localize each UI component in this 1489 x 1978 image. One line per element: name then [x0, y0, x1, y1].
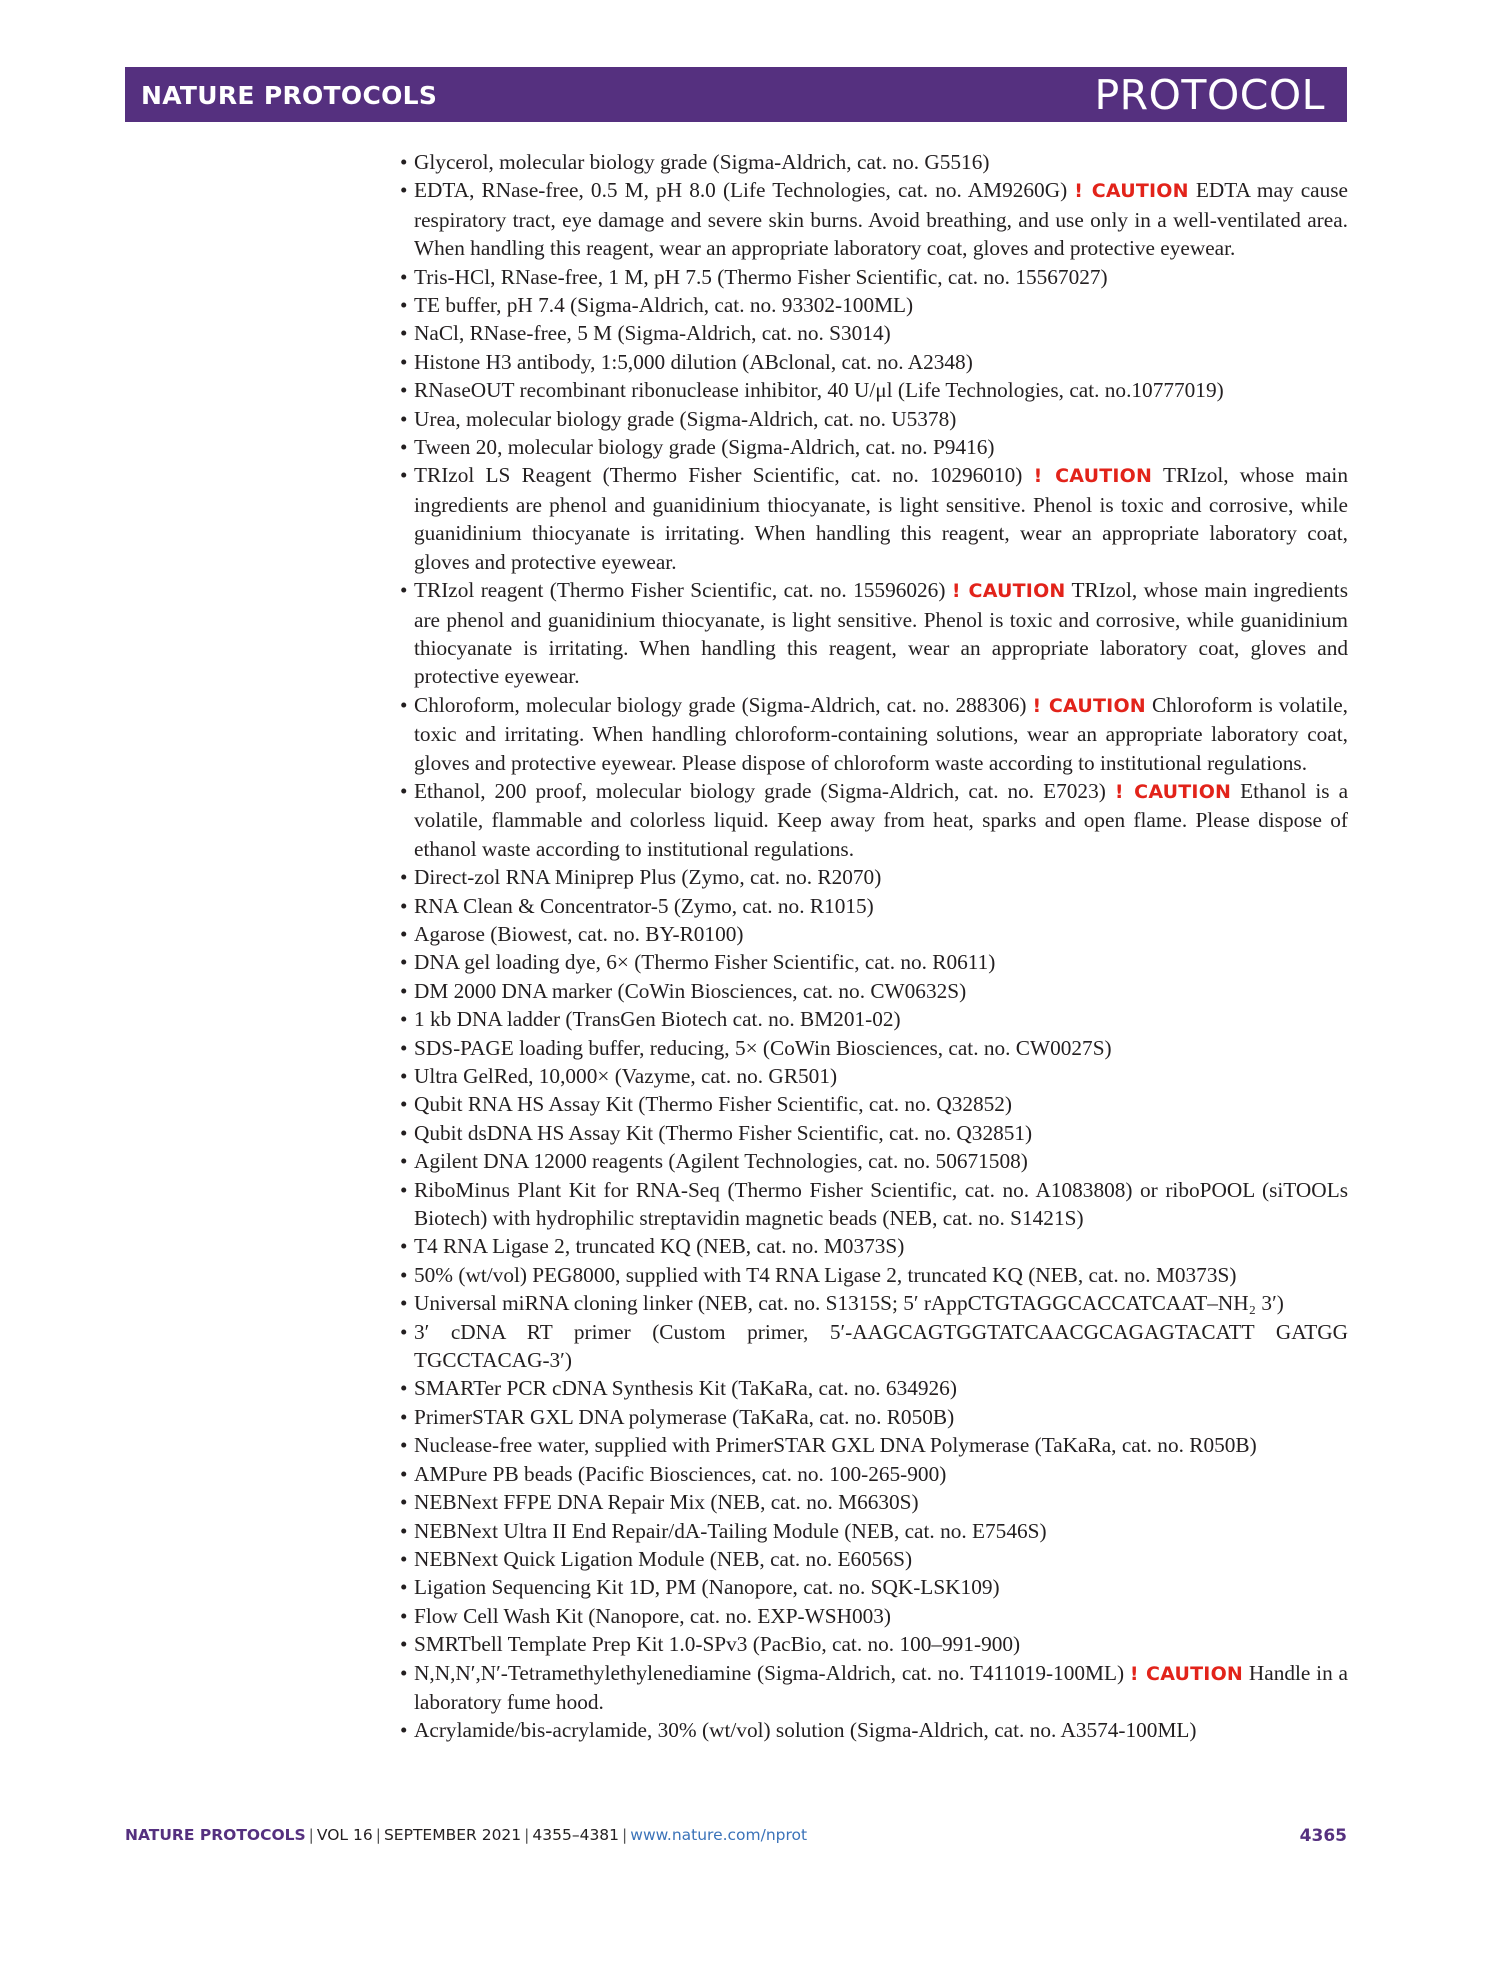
reagent-item [400, 176, 1348, 262]
reagent-item [400, 376, 1348, 404]
reagent-item [400, 348, 1348, 376]
reagent-text: NEBNext Ultra II End Repair/dA-Tailing Module (NEB, cat. no. E7546S) [414, 1518, 1047, 1543]
reagent-item [400, 1545, 1348, 1573]
reagent-item [400, 576, 1348, 691]
article-type: PROTOCOL [1094, 71, 1325, 119]
reagent-item [400, 1289, 1348, 1317]
reagent-text: 50% (wt/vol) PEG8000, supplied with T4 RNA Ligase 2, truncated KQ (NEB, cat. no. M0373S) [414, 1262, 1237, 1287]
reagent-item [400, 1602, 1348, 1630]
reagent-text: DM 2000 DNA marker (CoWin Biosciences, cat. no. CW0632S) [414, 978, 967, 1003]
reagent-text: Universal miRNA cloning linker (NEB, cat. no. S1315S; 5′ rAppCTGTAGGCACCATCAAT–NH₂ 3′) [414, 1291, 1284, 1316]
reagent-text: Tris-HCl, RNase-free, 1 M, pH 7.5 (Thermo Fisher Scientific, cat. no. 15567027) [414, 264, 1108, 289]
footer-url-link[interactable]: www.nature.com/nprot [630, 1826, 808, 1844]
footer-pages: 4355–4381 [532, 1826, 620, 1844]
journal-header-bar [125, 67, 1347, 122]
reagent-text: Agarose (Biowest, cat. no. BY-R0100) [414, 921, 744, 946]
reagent-item [400, 1261, 1348, 1289]
reagent-text: NEBNext Quick Ligation Module (NEB, cat. no. E6056S) [414, 1546, 913, 1571]
reagent-item [400, 405, 1348, 433]
reagent-item [400, 863, 1348, 891]
reagent-item [400, 291, 1348, 319]
reagent-item [400, 319, 1348, 347]
reagent-text: NaCl, RNase-free, 5 M (Sigma-Aldrich, cat. no. S3014) [414, 321, 891, 346]
reagent-text: PrimerSTAR GXL DNA polymerase (TaKaRa, cat. no. R050B) [414, 1404, 955, 1429]
reagent-text: Acrylamide/bis-acrylamide, 30% (wt/vol) solution (Sigma-Aldrich, cat. no. A3574-100ML) [414, 1718, 1197, 1743]
page-footer [125, 1826, 1347, 1850]
reagent-item [400, 1659, 1348, 1717]
reagent-item [400, 1318, 1348, 1375]
caution-label: ! CAUTION [1114, 780, 1232, 803]
reagent-text: T4 RNA Ligase 2, truncated KQ (NEB, cat. no. M0373S) [414, 1234, 905, 1259]
reagent-item [400, 148, 1348, 176]
reagent-item [400, 1431, 1348, 1459]
caution-text: Handle in a laboratory fume hood. [414, 1660, 1349, 1714]
reagent-text: Urea, molecular biology grade (Sigma-Aldrich, cat. no. U5378) [414, 406, 957, 431]
reagent-text: 3′ cDNA RT primer (Custom primer, 5′-AAGCAGTGGTATCAACGCAGAGTACATT GATGG TGCCTACAG-3′) [414, 1319, 1348, 1373]
footer-separator: | [524, 1826, 530, 1844]
reagent-text: N,N,N′,N′-Tetramethylethylenediamine (Sigma-Aldrich, cat. no. T411019-100ML) [414, 1660, 1125, 1685]
caution-label: ! CAUTION [1074, 180, 1189, 203]
reagent-item [400, 948, 1348, 976]
reagent-item [400, 1630, 1348, 1658]
footer-separator: | [308, 1826, 314, 1844]
caution-text: TRIzol, whose main ingredients are phenol and guanidinium thiocyanate, is light sensitive. Phenol is toxic and corrosive, while guanidinium thiocyanate is irritating. When handling this reagent, wear an appropriate laboratory coat, gloves and protective eyewear. [414, 578, 1348, 689]
reagent-item [400, 1573, 1348, 1601]
reagent-text: EDTA, RNase-free, 0.5 M, pH 8.0 (Life Technologies, cat. no. AM9260G) [414, 178, 1068, 203]
reagent-item [400, 977, 1348, 1005]
reagent-text: TE buffer, pH 7.4 (Sigma-Aldrich, cat. no. 93302-100ML) [414, 293, 914, 318]
page-number: 4365 [1299, 1826, 1347, 1846]
reagent-item [400, 691, 1348, 777]
reagent-item [400, 1090, 1348, 1118]
reagent-text: Nuclease-free water, supplied with PrimerSTAR GXL DNA Polymerase (TaKaRa, cat. no. R050B) [414, 1433, 1257, 1458]
reagent-item [400, 1034, 1348, 1062]
reagent-item [400, 1005, 1348, 1033]
reagent-text: RNaseOUT recombinant ribonuclease inhibitor, 40 U/μl (Life Technologies, cat. no.10777019) [414, 378, 1224, 403]
caution-label: ! CAUTION [1033, 465, 1153, 488]
reagent-item [400, 1147, 1348, 1175]
footer-journal: NATURE PROTOCOLS [125, 1826, 306, 1844]
reagent-text: RiboMinus Plant Kit for RNA-Seq (Thermo Fisher Scientific, cat. no. A1083808) or riboPOOL (siTOOLs Biotech) with hydrophilic streptavidin magnetic beads (NEB, cat. no. S1421S) [414, 1177, 1348, 1231]
reagent-item [400, 1062, 1348, 1090]
reagent-text: AMPure PB beads (Pacific Biosciences, cat. no. 100-265-900) [414, 1461, 947, 1486]
footer-volume: VOL 16 [316, 1826, 373, 1844]
reagent-text: Qubit dsDNA HS Assay Kit (Thermo Fisher Scientific, cat. no. Q32851) [414, 1120, 1033, 1145]
reagent-item [400, 1232, 1348, 1260]
caution-text: Ethanol is a volatile, flammable and colorless liquid. Keep away from heat, sparks and open flame. Please dispose of ethanol waste according to institutional regulations. [414, 778, 1349, 861]
reagent-text: SMRTbell Template Prep Kit 1.0-SPv3 (PacBio, cat. no. 100–991-900) [414, 1632, 1021, 1657]
reagent-text: TRIzol reagent (Thermo Fisher Scientific, cat. no. 15596026) [414, 578, 946, 603]
reagent-text: NEBNext FFPE DNA Repair Mix (NEB, cat. no. M6630S) [414, 1490, 919, 1515]
reagent-list [400, 148, 1348, 1745]
reagent-item [400, 892, 1348, 920]
caution-label: ! CAUTION [1032, 694, 1146, 717]
reagent-text: Ethanol, 200 proof, molecular biology grade (Sigma-Aldrich, cat. no. E7023) [414, 778, 1106, 803]
reagents-list-section [400, 148, 1348, 1745]
reagent-item [400, 1403, 1348, 1431]
reagent-item [400, 461, 1348, 576]
caution-text: EDTA may cause respiratory tract, eye damage and severe skin burns. Avoid breathing, and use only in a well-ventilated area. When handling this reagent, wear an appropriate laboratory coat, gloves and protective eyewear. [414, 178, 1348, 261]
reagent-text: RNA Clean & Concentrator-5 (Zymo, cat. no. R1015) [414, 893, 874, 918]
reagent-text: TRIzol LS Reagent (Thermo Fisher Scientific, cat. no. 10296010) [414, 463, 1023, 488]
caution-text: TRIzol, whose main ingredients are phenol and guanidinium thiocyanate, is light sensitive. Phenol is toxic and corrosive, while guanidinium thiocyanate is irritating. When handling this reagent, wear an appropriate laboratory coat, gloves and protective eyewear. [414, 463, 1348, 574]
reagent-item [400, 1374, 1348, 1402]
reagent-item [400, 1176, 1348, 1233]
reagent-text: Qubit RNA HS Assay Kit (Thermo Fisher Scientific, cat. no. Q32852) [414, 1092, 1013, 1117]
reagent-text: 1 kb DNA ladder (TransGen Biotech cat. no. BM201-02) [414, 1007, 901, 1032]
reagent-text: Tween 20, molecular biology grade (Sigma-Aldrich, cat. no. P9416) [414, 435, 995, 460]
reagent-item [400, 433, 1348, 461]
reagent-item [400, 1460, 1348, 1488]
footer-separator: | [622, 1826, 628, 1844]
reagent-item [400, 1119, 1348, 1147]
reagent-text: Direct-zol RNA Miniprep Plus (Zymo, cat. no. R2070) [414, 865, 882, 890]
reagent-text: Chloroform, molecular biology grade (Sigma-Aldrich, cat. no. 288306) [414, 692, 1027, 717]
reagent-text: Agilent DNA 12000 reagents (Agilent Technologies, cat. no. 50671508) [414, 1149, 1028, 1174]
reagent-text: SMARTer PCR cDNA Synthesis Kit (TaKaRa, cat. no. 634926) [414, 1376, 957, 1401]
reagent-text: Ultra GelRed, 10,000× (Vazyme, cat. no. GR501) [414, 1064, 838, 1088]
caution-text: Chloroform is volatile, toxic and irritating. When handling chloroform-containing solutions, wear an appropriate laboratory coat, gloves and protective eyewear. Please dispose of chloroform waste according to institutional regulations. [414, 692, 1349, 775]
reagent-item [400, 1517, 1348, 1545]
journal-name: NATURE PROTOCOLS [141, 81, 438, 110]
reagent-item [400, 920, 1348, 948]
reagent-text: Ligation Sequencing Kit 1D, PM (Nanopore, cat. no. SQK-LSK109) [414, 1575, 1000, 1600]
footer-date: SEPTEMBER 2021 [383, 1826, 522, 1844]
caution-label: ! CAUTION [1129, 1662, 1244, 1685]
reagent-text: DNA gel loading dye, 6× (Thermo Fisher Scientific, cat. no. R0611) [414, 950, 996, 975]
footer-separator: | [375, 1826, 381, 1844]
reagent-item [400, 1488, 1348, 1516]
reagent-item [400, 263, 1348, 291]
reagent-text: Flow Cell Wash Kit (Nanopore, cat. no. EXP-WSH003) [414, 1603, 892, 1628]
reagent-text: Histone H3 antibody, 1:5,000 dilution (ABclonal, cat. no. A2348) [414, 349, 973, 374]
reagent-text: SDS-PAGE loading buffer, reducing, 5× (CoWin Biosciences, cat. no. CW0027S) [414, 1035, 1112, 1060]
reagent-text: Glycerol, molecular biology grade (Sigma-Aldrich, cat. no. G5516) [414, 150, 990, 174]
reagent-item [400, 1716, 1348, 1744]
caution-label: ! CAUTION [951, 580, 1066, 603]
reagent-item [400, 777, 1348, 863]
